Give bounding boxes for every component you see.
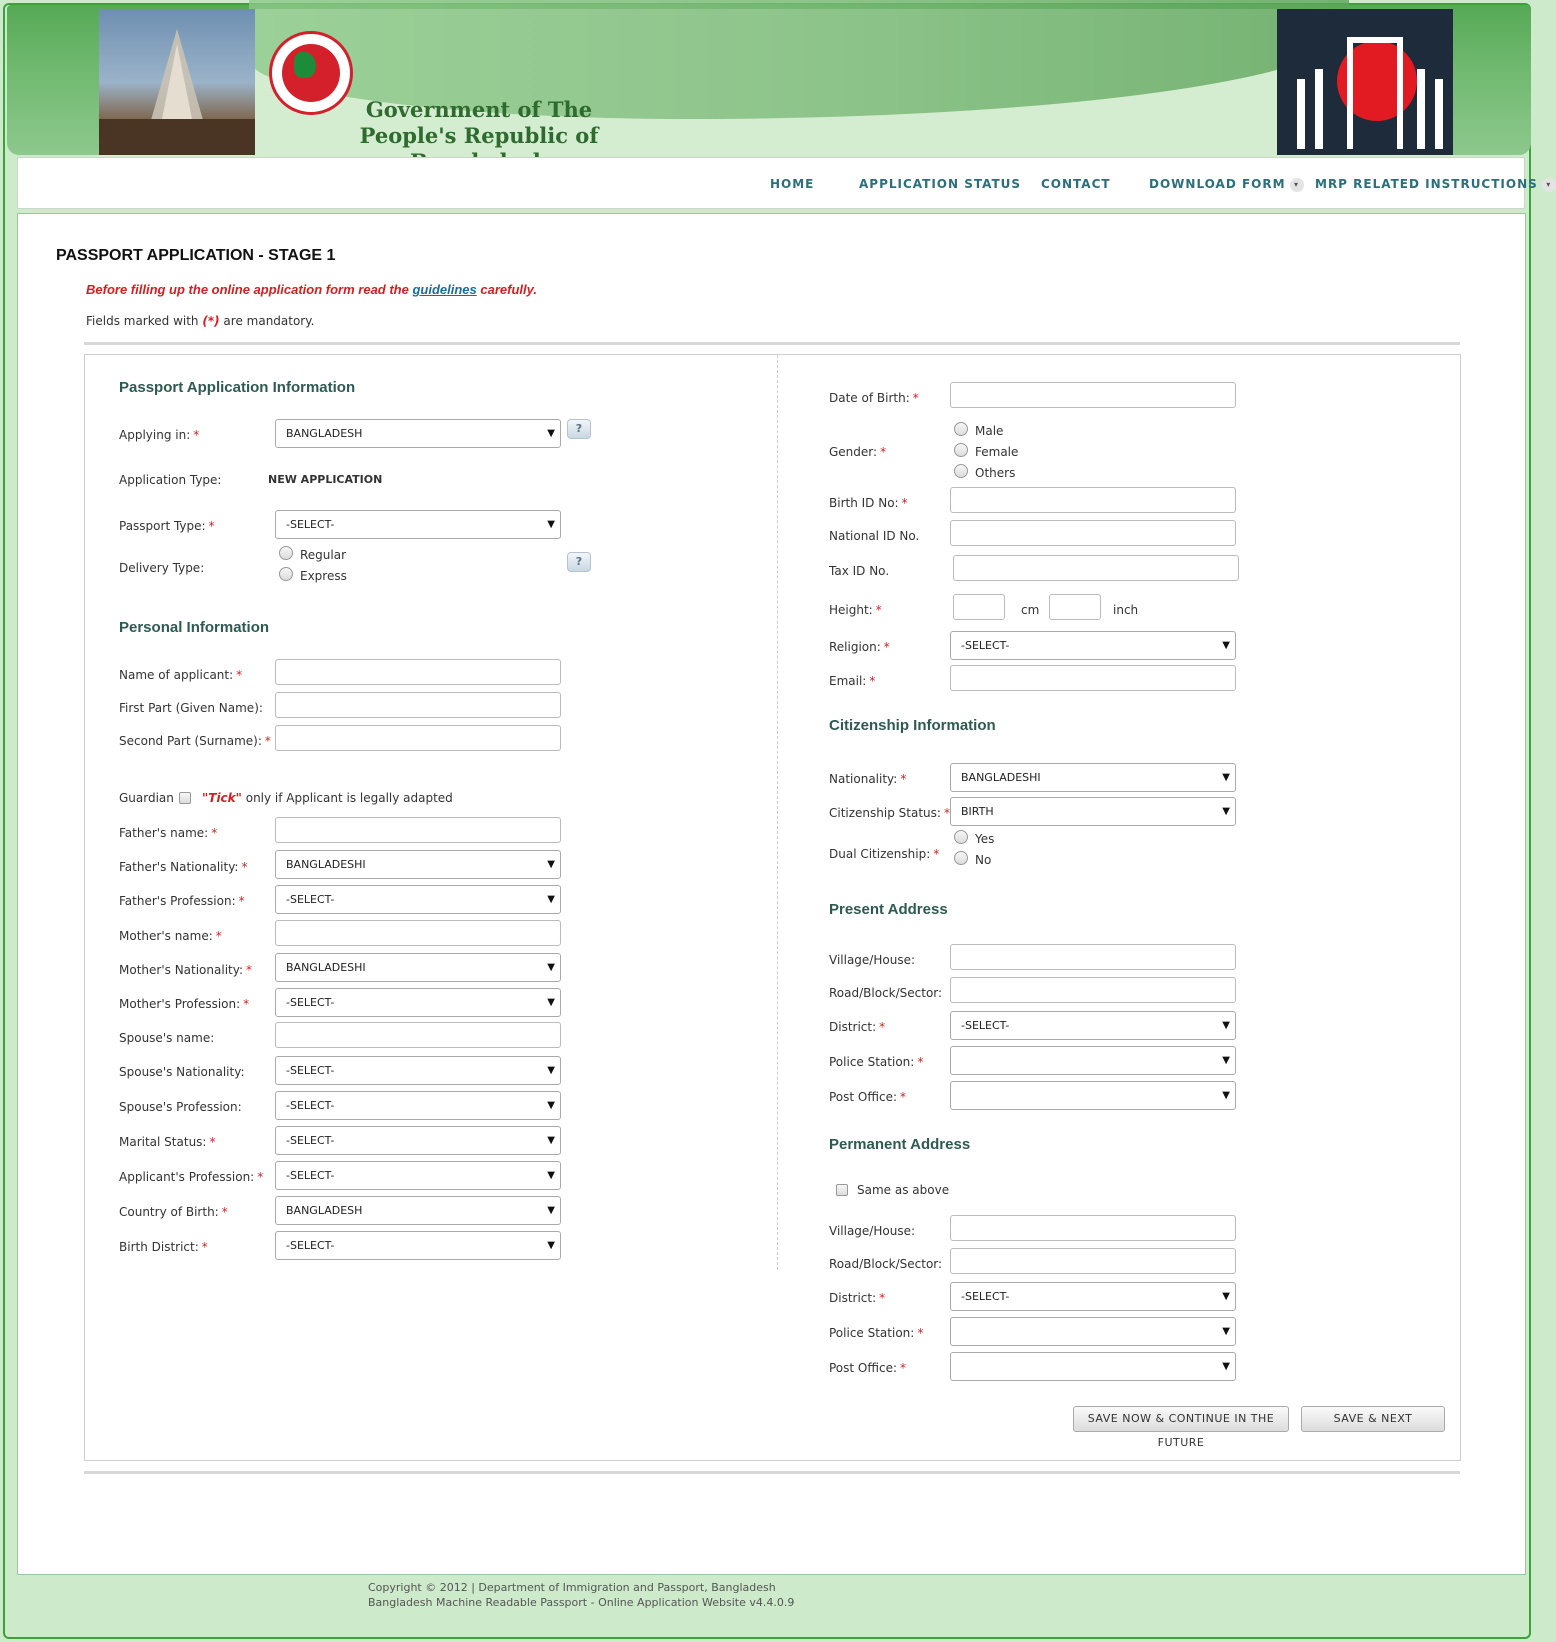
- country-of-birth-select[interactable]: [275, 1196, 561, 1225]
- monument-image: [99, 9, 255, 155]
- mother-profession-label: [119, 997, 249, 1011]
- select-value: -SELECT-: [286, 1169, 335, 1182]
- citizenship-status-label: [829, 806, 950, 820]
- label-text: Father's name:: [119, 826, 209, 840]
- select-value: -SELECT-: [286, 893, 335, 906]
- required-mark: *: [215, 929, 222, 943]
- father-name-label: [119, 826, 217, 840]
- guidelines-link[interactable]: guidelines: [412, 282, 477, 297]
- footer-version: Bangladesh Machine Readable Passport - Online Application Website v4.4.0.9: [368, 1596, 795, 1609]
- country-of-birth-label: [119, 1205, 228, 1219]
- gender-others-radio[interactable]: [954, 464, 968, 478]
- nav-mrp-instructions[interactable]: [1315, 177, 1556, 192]
- required-mark: *: [917, 1055, 924, 1069]
- required-mark: *: [875, 603, 882, 617]
- top-navigation: [17, 157, 1552, 209]
- guide-text: Before filling up the online application form read the: [86, 282, 413, 297]
- gender-label: [829, 445, 886, 459]
- label-text: Applicant's Profession:: [119, 1170, 255, 1184]
- height-label: [829, 603, 882, 617]
- dropdown-arrow-icon: ▼: [1222, 1291, 1230, 1302]
- father-name-input[interactable]: [275, 817, 561, 843]
- label-text: Post Office:: [829, 1090, 897, 1104]
- tax-id-label: Tax ID No.: [829, 564, 890, 578]
- required-mark: *: [901, 496, 908, 510]
- present-district-label: [829, 1020, 885, 1034]
- dropdown-arrow-icon: ▼: [547, 519, 555, 530]
- spouse-name-input[interactable]: [275, 1022, 561, 1048]
- select-value: -SELECT-: [286, 1134, 335, 1147]
- save-continue-later-button[interactable]: SAVE NOW & CONTINUE IN THE FUTURE: [1073, 1406, 1289, 1432]
- present-road-label: Road/Block/Sector:: [829, 986, 943, 1000]
- required-mark: *: [238, 894, 245, 908]
- delivery-regular-radio[interactable]: [279, 546, 293, 560]
- gov-title-line1: Government of The: [365, 97, 593, 122]
- present-district-select[interactable]: [950, 1011, 1236, 1040]
- select-value: BANGLADESHI: [286, 858, 366, 871]
- applicant-profession-label: [119, 1170, 263, 1184]
- applying-in-select[interactable]: [275, 419, 561, 448]
- label-text: Mother's Profession:: [119, 997, 241, 1011]
- required-mark: *: [241, 860, 248, 874]
- tax-id-input[interactable]: [953, 555, 1239, 581]
- label-text: Religion:: [829, 640, 881, 654]
- present-village-input[interactable]: [950, 944, 1236, 970]
- applying-in-label: [119, 428, 199, 442]
- label-text: Police Station:: [829, 1055, 915, 1069]
- dual-yes-radio[interactable]: [954, 830, 968, 844]
- shaheed-minar-image: [1277, 9, 1453, 155]
- label-text: Father's Profession:: [119, 894, 236, 908]
- label-text: Passport Type:: [119, 519, 206, 533]
- application-type-value: NEW APPLICATION: [268, 473, 383, 486]
- label-text: Citizenship Status:: [829, 806, 941, 820]
- dual-yes-label: Yes: [975, 832, 995, 846]
- label-text: Date of Birth:: [829, 391, 910, 405]
- delivery-type-label: Delivery Type:: [119, 561, 205, 575]
- dropdown-arrow-icon: ▼: [1222, 1055, 1230, 1066]
- divider-top: [84, 342, 1460, 345]
- select-value: BANGLADESH: [286, 427, 363, 440]
- father-profession-label: [119, 894, 245, 908]
- required-mark: *: [933, 847, 940, 861]
- main-panel: [17, 213, 1526, 1575]
- required-mark: *: [912, 391, 919, 405]
- permanent-police-select[interactable]: [950, 1317, 1236, 1346]
- height-cm-input[interactable]: [953, 594, 1005, 620]
- select-value: -SELECT-: [286, 518, 335, 531]
- delivery-regular-label: Regular: [300, 548, 347, 562]
- select-value: -SELECT-: [961, 639, 1010, 652]
- applicant-profession-select[interactable]: [275, 1161, 561, 1190]
- passport-type-select[interactable]: [275, 510, 561, 539]
- chevron-down-icon: ▾: [1542, 178, 1556, 192]
- required-mark: *: [883, 640, 890, 654]
- gender-female-label: Female: [975, 445, 1019, 459]
- dob-label: [829, 391, 919, 405]
- applicant-name-input[interactable]: [275, 659, 561, 685]
- help-icon[interactable]: ?: [567, 552, 591, 572]
- mandatory-asterisk: (*): [202, 314, 220, 328]
- label-text: Nationality:: [829, 772, 898, 786]
- mandatory-text: Fields marked with: [86, 314, 203, 328]
- dropdown-arrow-icon: ▼: [547, 962, 555, 973]
- dropdown-arrow-icon: ▼: [547, 997, 555, 1008]
- guardian-label: Guardian: [119, 791, 174, 805]
- father-nationality-label: [119, 860, 247, 874]
- required-mark: *: [900, 1090, 906, 1104]
- required-mark: *: [221, 1205, 228, 1219]
- father-profession-select[interactable]: [275, 885, 561, 914]
- select-value: -SELECT-: [286, 1064, 335, 1077]
- tick-rest: only if Applicant is legally adapted: [241, 791, 453, 805]
- dropdown-arrow-icon: ▼: [547, 1065, 555, 1076]
- required-mark: *: [879, 1291, 886, 1305]
- dropdown-arrow-icon: ▼: [547, 894, 555, 905]
- dropdown-arrow-icon: ▼: [547, 428, 555, 439]
- national-id-label: National ID No.: [829, 529, 920, 543]
- required-mark: *: [243, 997, 250, 1011]
- gender-female-radio[interactable]: [954, 443, 968, 457]
- form-container: [84, 354, 1461, 1461]
- present-village-label: Village/House:: [829, 953, 915, 967]
- gender-others-label: Others: [975, 466, 1016, 480]
- permanent-post-label: [829, 1361, 906, 1375]
- application-type-label: Application Type:: [119, 473, 222, 487]
- section-application-info: Passport Application Information: [119, 379, 356, 396]
- tick-word: "Tick": [202, 791, 242, 805]
- required-mark: *: [246, 963, 253, 977]
- required-mark: *: [208, 519, 215, 533]
- spouse-profession-label: Spouse's Profession:: [119, 1100, 242, 1114]
- present-police-label: [829, 1055, 923, 1069]
- label-text: Mother's name:: [119, 929, 213, 943]
- dropdown-arrow-icon: ▼: [1222, 772, 1230, 783]
- email-label: [829, 674, 875, 688]
- dropdown-arrow-icon: ▼: [1222, 640, 1230, 651]
- gender-male-radio[interactable]: [954, 422, 968, 436]
- delivery-express-radio[interactable]: [279, 567, 293, 581]
- label-text: District:: [829, 1291, 877, 1305]
- mother-nationality-label: [119, 963, 252, 977]
- religion-label: [829, 640, 890, 654]
- mother-profession-select[interactable]: [275, 988, 561, 1017]
- nav-application-status[interactable]: APPLICATION STATUS: [859, 177, 1022, 191]
- label-text: Marital Status:: [119, 1135, 207, 1149]
- divider-bottom: [84, 1471, 1460, 1474]
- required-mark: *: [211, 826, 218, 840]
- dropdown-arrow-icon: ▼: [1222, 1361, 1230, 1372]
- required-mark: *: [257, 1170, 264, 1184]
- birth-district-label: [119, 1240, 208, 1254]
- footer: [368, 1580, 794, 1610]
- dropdown-arrow-icon: ▼: [1222, 1090, 1230, 1101]
- nationality-label: [829, 772, 906, 786]
- birth-id-label: [829, 496, 908, 510]
- guidelines-notice: [86, 282, 537, 297]
- surname-input[interactable]: [275, 725, 561, 751]
- same-as-above-checkbox[interactable]: [836, 1184, 848, 1196]
- permanent-village-input[interactable]: [950, 1215, 1236, 1241]
- present-police-select[interactable]: [950, 1046, 1236, 1075]
- present-post-select[interactable]: [950, 1081, 1236, 1110]
- select-value: BIRTH: [961, 805, 994, 818]
- dual-no-label: No: [975, 853, 992, 867]
- dropdown-arrow-icon: ▼: [547, 1135, 555, 1146]
- delivery-express-label: Express: [300, 569, 347, 583]
- label-text: Email:: [829, 674, 867, 688]
- birth-id-input[interactable]: [950, 487, 1236, 513]
- present-post-label: [829, 1090, 906, 1104]
- gender-male-label: Male: [975, 424, 1004, 438]
- select-value: BANGLADESHI: [286, 961, 366, 974]
- given-name-input[interactable]: [275, 692, 561, 718]
- spouse-nationality-select[interactable]: [275, 1056, 561, 1085]
- label-text: District:: [829, 1020, 877, 1034]
- label-text: Police Station:: [829, 1326, 915, 1340]
- permanent-police-label: [829, 1326, 923, 1340]
- marital-status-select[interactable]: [275, 1126, 561, 1155]
- required-mark: *: [879, 1020, 886, 1034]
- dropdown-arrow-icon: ▼: [547, 1100, 555, 1111]
- permanent-road-label: Road/Block/Sector:: [829, 1257, 943, 1271]
- help-icon[interactable]: ?: [567, 419, 591, 439]
- height-inch-input[interactable]: [1049, 594, 1101, 620]
- required-mark: *: [264, 734, 271, 748]
- nav-home[interactable]: HOME: [770, 177, 815, 191]
- dropdown-arrow-icon: ▼: [547, 859, 555, 870]
- dropdown-arrow-icon: ▼: [547, 1240, 555, 1251]
- mandatory-note: [86, 314, 314, 328]
- label-text: Country of Birth:: [119, 1205, 219, 1219]
- required-mark: *: [917, 1326, 924, 1340]
- section-permanent-address: Permanent Address: [829, 1136, 971, 1153]
- mother-name-label: [119, 929, 222, 943]
- permanent-post-select[interactable]: [950, 1352, 1236, 1381]
- required-mark: *: [236, 668, 243, 682]
- spouse-profession-select[interactable]: [275, 1091, 561, 1120]
- dual-no-radio[interactable]: [954, 851, 968, 865]
- required-mark: *: [900, 772, 907, 786]
- select-value: -SELECT-: [286, 1239, 335, 1252]
- dropdown-arrow-icon: ▼: [1222, 1020, 1230, 1031]
- select-value: -SELECT-: [961, 1290, 1010, 1303]
- required-mark: *: [943, 806, 950, 820]
- required-mark: *: [209, 1135, 216, 1149]
- label-text: Birth District:: [119, 1240, 199, 1254]
- nav-download-label: DOWNLOAD FORM: [1149, 177, 1286, 191]
- label-text: Gender:: [829, 445, 878, 459]
- required-mark: *: [193, 428, 200, 442]
- dropdown-arrow-icon: ▼: [547, 1170, 555, 1181]
- nav-mrp-label: MRP RELATED INSTRUCTIONS: [1315, 177, 1538, 191]
- select-value: BANGLADESHI: [961, 771, 1041, 784]
- guardian-note: [202, 791, 453, 805]
- permanent-district-select[interactable]: [950, 1282, 1236, 1311]
- label-text: Height:: [829, 603, 873, 617]
- page-title: PASSPORT APPLICATION - STAGE 1: [56, 247, 336, 264]
- dropdown-arrow-icon: ▼: [1222, 1326, 1230, 1337]
- select-value: BANGLADESH: [286, 1204, 363, 1217]
- label-text: Applying in:: [119, 428, 191, 442]
- given-name-label: First Part (Given Name):: [119, 701, 263, 715]
- column-divider: [777, 355, 778, 1270]
- save-next-button[interactable]: SAVE & NEXT: [1301, 1406, 1445, 1432]
- permanent-village-label: Village/House:: [829, 1224, 915, 1238]
- header-banner: [7, 5, 1531, 155]
- citizenship-status-select[interactable]: [950, 797, 1236, 826]
- required-mark: *: [869, 674, 876, 688]
- select-value: -SELECT-: [961, 1019, 1010, 1032]
- label-text: Second Part (Surname):: [119, 734, 262, 748]
- chevron-down-icon: ▾: [1290, 178, 1304, 192]
- label-text: Post Office:: [829, 1361, 897, 1375]
- guide-text-end: carefully.: [476, 282, 537, 297]
- dropdown-arrow-icon: ▼: [1222, 806, 1230, 817]
- dual-citizenship-label: [829, 847, 939, 861]
- label-text: Birth ID No:: [829, 496, 899, 510]
- label-text: Name of applicant:: [119, 668, 234, 682]
- guardian-checkbox[interactable]: [179, 792, 191, 804]
- mother-name-input[interactable]: [275, 920, 561, 946]
- permanent-road-input[interactable]: [950, 1248, 1236, 1274]
- spouse-name-label: Spouse's name:: [119, 1031, 215, 1045]
- mandatory-text-end: are mandatory.: [219, 314, 315, 328]
- label-text: Father's Nationality:: [119, 860, 239, 874]
- required-mark: *: [900, 1361, 906, 1375]
- footer-copyright: Copyright © 2012 | Department of Immigration and Passport, Bangladesh: [368, 1581, 776, 1594]
- gov-title-line2: People's Republic of: [359, 123, 599, 148]
- religion-select[interactable]: [950, 631, 1236, 660]
- section-present-address: Present Address: [829, 901, 948, 918]
- section-citizenship: Citizenship Information: [829, 717, 996, 734]
- label-text: Mother's Nationality:: [119, 963, 244, 977]
- national-id-input[interactable]: [950, 520, 1236, 546]
- nationality-select[interactable]: [950, 763, 1236, 792]
- email-input[interactable]: [950, 665, 1236, 691]
- section-personal-info: Personal Information: [119, 619, 270, 636]
- permanent-district-label: [829, 1291, 885, 1305]
- same-as-above-label: Same as above: [857, 1183, 950, 1197]
- birth-district-select[interactable]: [275, 1231, 561, 1260]
- applicant-name-label: [119, 668, 242, 682]
- cm-unit: cm: [1021, 603, 1040, 617]
- present-road-input[interactable]: [950, 977, 1236, 1003]
- required-mark: *: [880, 445, 887, 459]
- mother-nationality-select[interactable]: [275, 953, 561, 982]
- surname-label: [119, 734, 271, 748]
- nav-contact[interactable]: CONTACT: [1041, 177, 1111, 191]
- passport-type-label: [119, 519, 215, 533]
- label-text: Dual Citizenship:: [829, 847, 931, 861]
- inch-unit: inch: [1113, 603, 1139, 617]
- marital-status-label: [119, 1135, 215, 1149]
- banner-image: [99, 9, 1453, 159]
- father-nationality-select[interactable]: [275, 850, 561, 879]
- dropdown-arrow-icon: ▼: [547, 1205, 555, 1216]
- select-value: -SELECT-: [286, 1099, 335, 1112]
- spouse-nationality-label: Spouse's Nationality:: [119, 1065, 245, 1079]
- dob-input[interactable]: [950, 382, 1236, 408]
- select-value: -SELECT-: [286, 996, 335, 1009]
- nav-download-form[interactable]: [1149, 177, 1304, 192]
- required-mark: *: [201, 1240, 208, 1254]
